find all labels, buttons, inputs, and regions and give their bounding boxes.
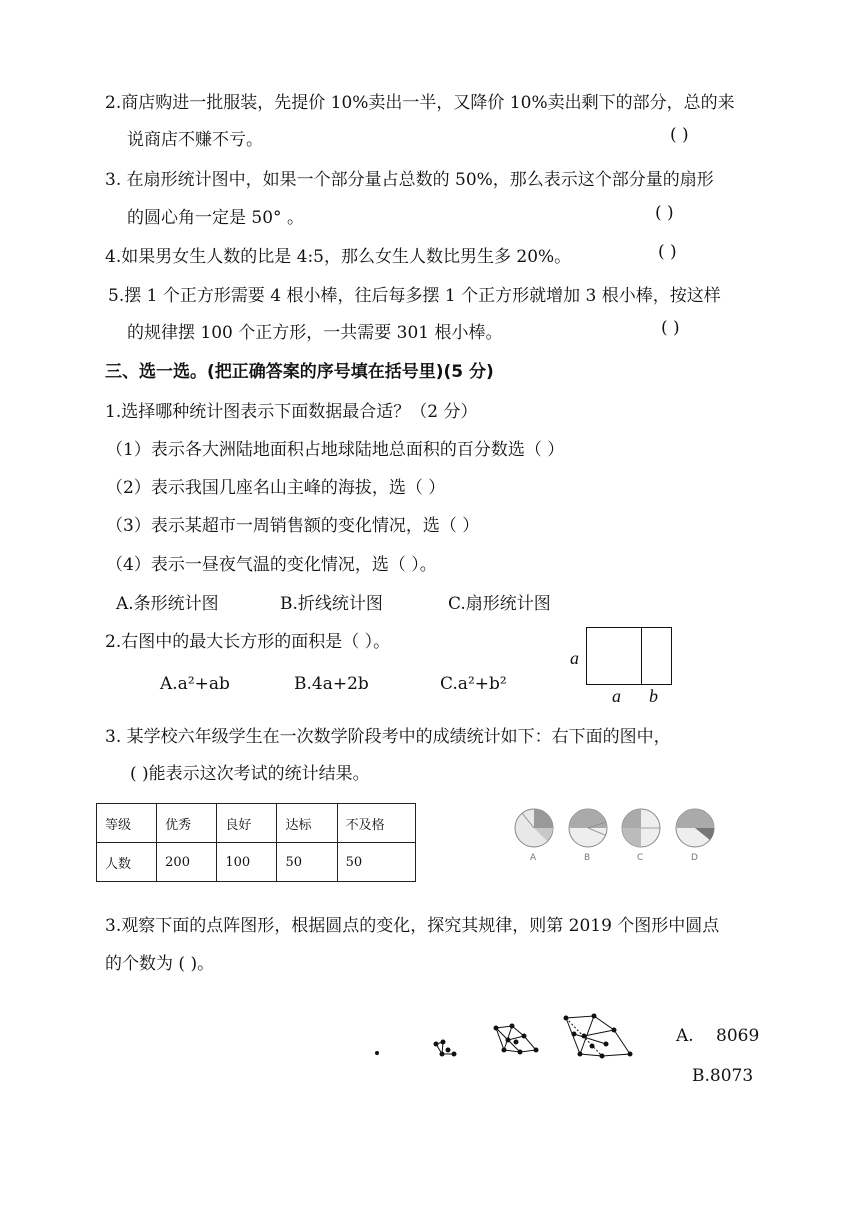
tf-item-4: 4.如果男女生人数的比是 4:5，那么女生人数比男生多 20%。	[105, 247, 572, 267]
q3-line2: ( )能表示这次考试的统计结果。	[130, 764, 370, 784]
tf-item-3-line1: 3. 在扇形统计图中，如果一个部分量占总数的 50%，那么表示这个部分量的扇形	[105, 170, 714, 190]
pie-options-figure	[510, 800, 730, 870]
dot-figure-2	[434, 1040, 456, 1056]
pie-label-d: D	[691, 853, 698, 863]
q2-option-b: B.4a+2b	[294, 674, 369, 694]
q1-option-c: C.扇形统计图	[448, 594, 551, 614]
q4-line1: 3.观察下面的点阵图形，根据圆点的变化，探究其规律，则第 2019 个图形中圆点	[105, 916, 720, 936]
dot-figure-3	[494, 1024, 538, 1054]
q4-option-b: B.8073	[692, 1066, 754, 1086]
q2-option-c: C.a²+b²	[440, 674, 507, 694]
table-cell: 优秀	[157, 804, 217, 843]
table-cell: 50	[277, 843, 337, 882]
tf-item-5-line1: 5.摆 1 个正方形需要 4 根小棒，往后每多摆 1 个正方形就增加 3 根小棒，按这样	[108, 286, 721, 306]
dot-figure-4	[564, 1014, 632, 1058]
table-cell: 不及格	[337, 804, 415, 843]
table-cell: 良好	[217, 804, 277, 843]
dot-figure-1	[375, 1051, 379, 1055]
rectangle-divider	[641, 628, 642, 684]
table-row	[97, 804, 416, 843]
pie-label-a: A	[530, 853, 537, 863]
table-cell: 50	[337, 843, 415, 882]
tf-item-2-line1: 2.商店购进一批服装，先提价 10%卖出一半，又降价 10%卖出剩下的部分，总的来	[105, 93, 735, 113]
q2-option-a: A.a²+ab	[160, 674, 230, 694]
answer-bracket[interactable]: ( )	[655, 203, 674, 223]
rectangle-figure	[586, 627, 672, 685]
q1-stem: 1.选择哪种统计图表示下面数据最合适？（2 分）	[105, 402, 478, 422]
q1-item-4: （4）表示一昼夜气温的变化情况，选（ ）。	[106, 555, 437, 575]
table-cell: 100	[217, 843, 277, 882]
score-table	[96, 803, 416, 882]
figure-label-b-bottom: b	[649, 686, 658, 706]
pie-option-c	[622, 809, 660, 863]
q4-line2: 的个数为 ( )。	[105, 954, 215, 974]
q1-item-1: （1）表示各大洲陆地面积占地球陆地总面积的百分数选（ ）	[106, 440, 565, 460]
answer-bracket[interactable]: ( )	[658, 242, 677, 262]
figure-label-a-bottom: a	[612, 686, 621, 706]
dot-pattern-figure	[370, 1010, 640, 1070]
pie-label-b: B	[584, 853, 591, 863]
table-cell: 等级	[97, 804, 157, 843]
q1-item-2: （2）表示我国几座名山主峰的海拔，选（ ）	[106, 478, 446, 498]
q4-option-a-label: A.	[676, 1026, 694, 1046]
table-cell: 达标	[277, 804, 337, 843]
tf-item-5-line2: 的规律摆 100 个正方形，一共需要 301 根小棒。	[127, 323, 503, 343]
pie-label-c: C	[637, 853, 644, 863]
answer-bracket[interactable]: ( )	[661, 318, 680, 338]
pie-option-a	[515, 809, 553, 863]
table-cell: 人数	[97, 843, 157, 882]
section-3-title: 三、选一选。(把正确答案的序号填在括号里)(5 分)	[105, 362, 494, 382]
answer-bracket[interactable]: ( )	[670, 125, 689, 145]
table-cell: 200	[157, 843, 217, 882]
q1-item-3: （3）表示某超市一周销售额的变化情况，选（ ）	[106, 516, 480, 536]
q1-option-b: B.折线统计图	[280, 594, 383, 614]
q2-stem: 2.右图中的最大长方形的面积是（ ）。	[105, 632, 391, 652]
table-row	[97, 843, 416, 882]
figure-label-a-side: a	[570, 648, 579, 668]
tf-item-2-line2: 说商店不赚不亏。	[127, 130, 263, 150]
tf-item-3-line2: 的圆心角一定是 50° 。	[127, 208, 304, 228]
q4-option-a-value: 8069	[716, 1026, 760, 1046]
pie-option-b	[569, 809, 607, 863]
q1-option-a: A.条形统计图	[116, 594, 219, 614]
q3-line1: 3. 某学校六年级学生在一次数学阶段考中的成绩统计如下：右下面的图中，	[105, 727, 671, 747]
pie-option-d	[676, 809, 714, 863]
